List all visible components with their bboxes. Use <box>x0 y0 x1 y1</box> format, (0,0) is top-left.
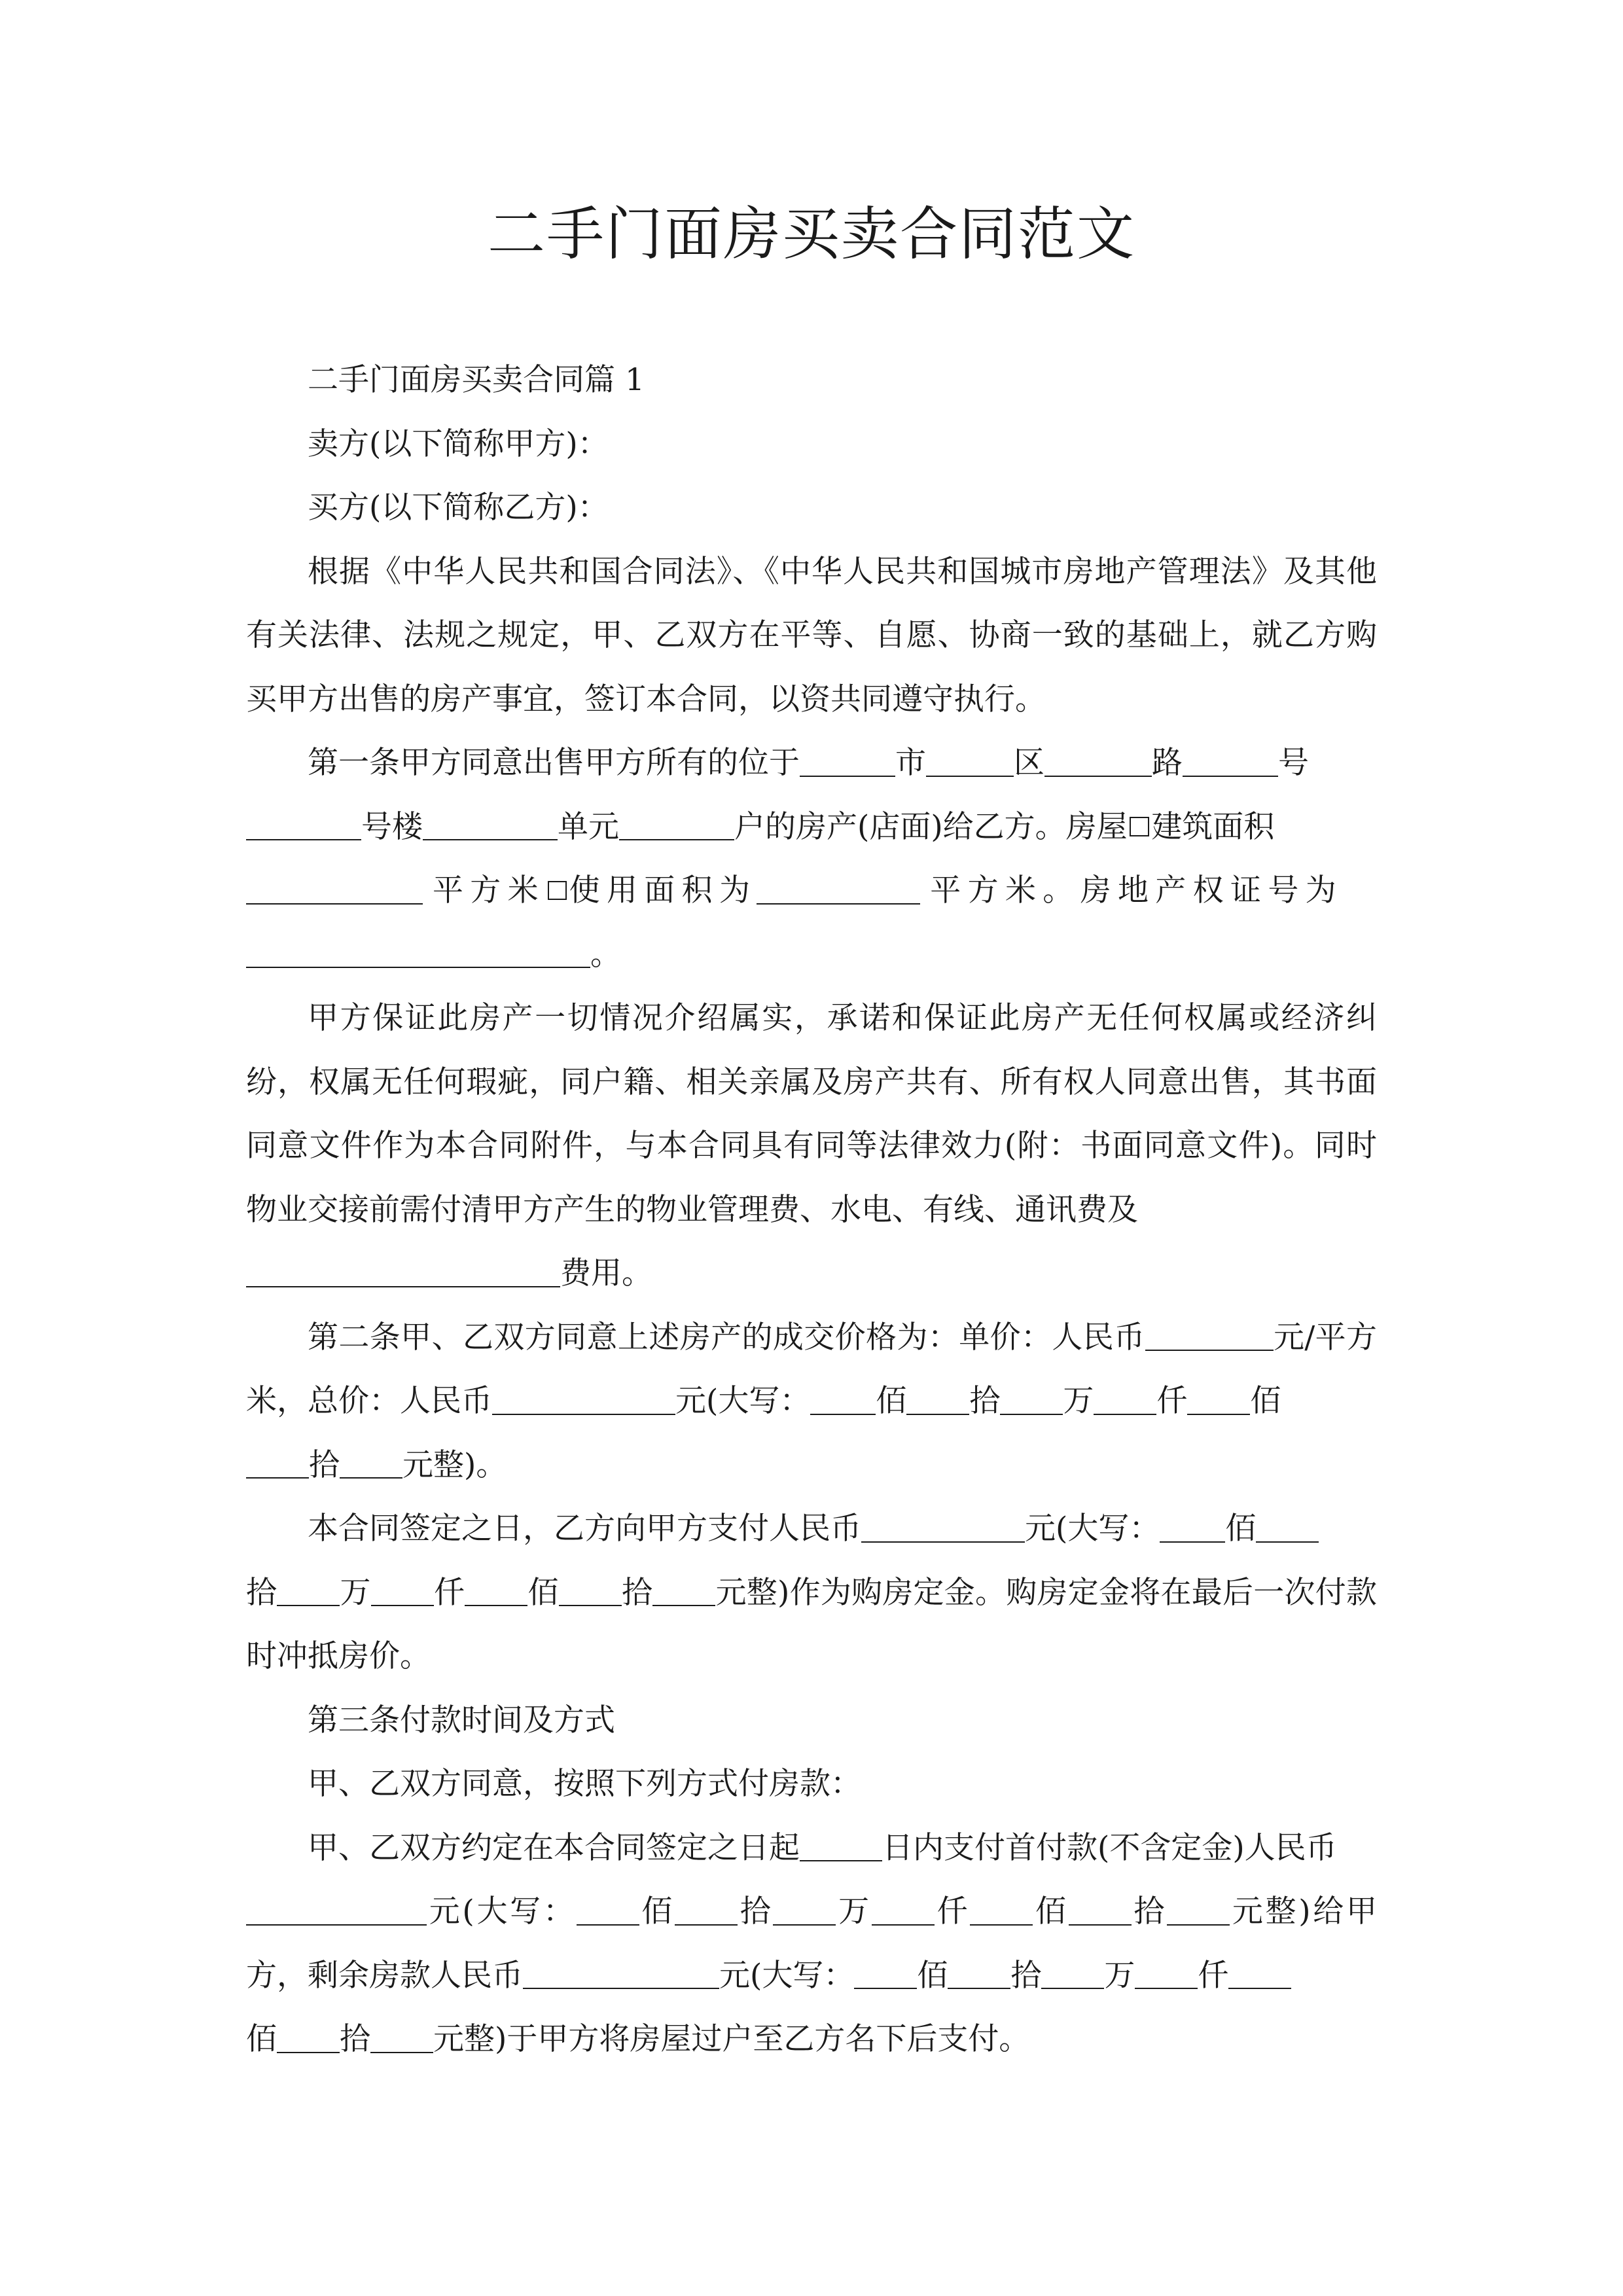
section-heading: 二手门面房买卖合同篇 1 <box>308 362 645 398</box>
blank-district <box>926 745 1014 777</box>
blank-amount-digit <box>1167 1893 1230 1926</box>
blank-amount-digit <box>340 1446 402 1479</box>
blank-unit-price <box>1145 1319 1274 1351</box>
document-title: 二手门面房买卖合同范文 <box>487 200 1135 268</box>
blank-amount-digit <box>1135 1957 1198 1989</box>
blank-amount-digit <box>1160 1511 1225 1543</box>
checkbox-icon <box>548 881 567 900</box>
blank-amount-digit <box>906 1383 969 1415</box>
blank-amount-digit <box>559 1574 622 1606</box>
blank-use-area <box>757 872 920 905</box>
blank-road <box>1044 745 1152 777</box>
blank-amount-digit <box>810 1383 876 1415</box>
buyer-line: 买方(以下简称乙方)： <box>308 490 609 526</box>
blank-amount-digit <box>854 1957 917 1989</box>
blank-amount-digit <box>370 2021 433 2053</box>
blank-amount-digit <box>1094 1383 1156 1415</box>
seller-line: 卖方(以下简称甲方)： <box>308 425 609 462</box>
blank-amount-digit <box>1187 1383 1250 1415</box>
article-2-paragraph: 第二条甲、乙双方同意上述房产的成交价格为：单价：人民币 元/平方米，总价：人民币 元(大写： 佰 拾 万 仟 佰 拾 元整)。 <box>246 1319 1377 1483</box>
blank-amount-digit <box>872 1893 935 1926</box>
blank-amount-digit <box>277 2021 340 2053</box>
blank-total-price <box>492 1383 675 1415</box>
blank-amount-digit <box>1000 1383 1063 1415</box>
blank-amount-digit <box>1228 1957 1291 1989</box>
blank-amount-digit <box>577 1893 639 1926</box>
blank-amount-digit <box>371 1574 434 1606</box>
blank-built-area <box>246 872 423 905</box>
blank-amount-digit <box>1069 1893 1132 1926</box>
blank-deposit-amount <box>861 1511 1025 1543</box>
blank-amount-digit <box>465 1574 527 1606</box>
blank-down-payment <box>246 1893 427 1926</box>
blank-amount-digit <box>652 1574 715 1606</box>
intro-paragraph: 根据《中华人民共和国合同法》、《中华人民共和国城市房地产管理法》及其他有关法律、法规之规定，甲、乙双方在平等、自愿、协商一致的基础上，就乙方购买甲方出售的房产事宜，签订本合同，以资共同遵守执行。 <box>246 553 1377 717</box>
blank-amount-digit <box>1041 1957 1104 1989</box>
article-3-heading: 第三条付款时间及方式 <box>308 1702 615 1738</box>
payment-agreement-line: 甲、乙双方同意，按照下列方式付房款： <box>308 1766 861 1802</box>
blank-room <box>619 808 734 840</box>
deposit-paragraph: 本合同签定之日，乙方向甲方支付人民币 元(大写： 佰 拾 万 仟 佰 拾 元整)作为购房定金。购房定金将在最后一次付款时冲抵房价。 <box>246 1511 1378 1674</box>
blank-remaining-payment <box>523 1957 719 1989</box>
document-body <box>246 348 1377 2072</box>
blank-amount-digit <box>948 1957 1010 1989</box>
guarantee-paragraph: 甲方保证此房产一切情况介绍属实，承诺和保证此房产无任何权属或经济纠纷，权属无任何瑕疵，同户籍、相关亲属及房产共有、所有权人同意出售，其书面同意文件作为本合同附件，与本合同具有同等法律效力(附：书面同意文件)。同时物业交接前需付清甲方产生的物业管理费、水电、有线、通讯费及 费用。 <box>246 1000 1377 1291</box>
blank-city <box>800 745 895 777</box>
blank-amount-digit <box>675 1893 738 1926</box>
payment-paragraph: 甲、乙双方约定在本合同签定之日起 日内支付首付款(不含定金)人民币 元(大写： 佰 拾 万 仟 佰 拾 元整)给甲方，剩余房款人民币 元(大写： 佰 拾 万 仟 佰 拾 元整)于甲方将房屋过户至乙方名下后支付。 <box>246 1829 1378 2057</box>
article-1-paragraph: 第一条甲方同意出售甲方所有的位于 市 区 路 号 号楼 单元 户的房产(店面)给乙方。房屋 建筑面积 平方米 使用面积为 平方米。房地产权证号为 。 <box>246 731 1377 986</box>
blank-building <box>246 808 361 840</box>
blank-days <box>800 1829 882 1861</box>
blank-certificate-number <box>246 936 590 968</box>
blank-other-fees <box>246 1255 560 1287</box>
blank-amount-digit <box>773 1893 836 1926</box>
checkbox-icon <box>1130 817 1149 836</box>
blank-amount-digit <box>277 1574 340 1606</box>
blank-unit <box>423 808 558 840</box>
blank-amount-digit <box>246 1446 309 1479</box>
blank-amount-digit <box>1256 1511 1319 1543</box>
blank-number <box>1183 745 1278 777</box>
blank-amount-digit <box>970 1893 1033 1926</box>
